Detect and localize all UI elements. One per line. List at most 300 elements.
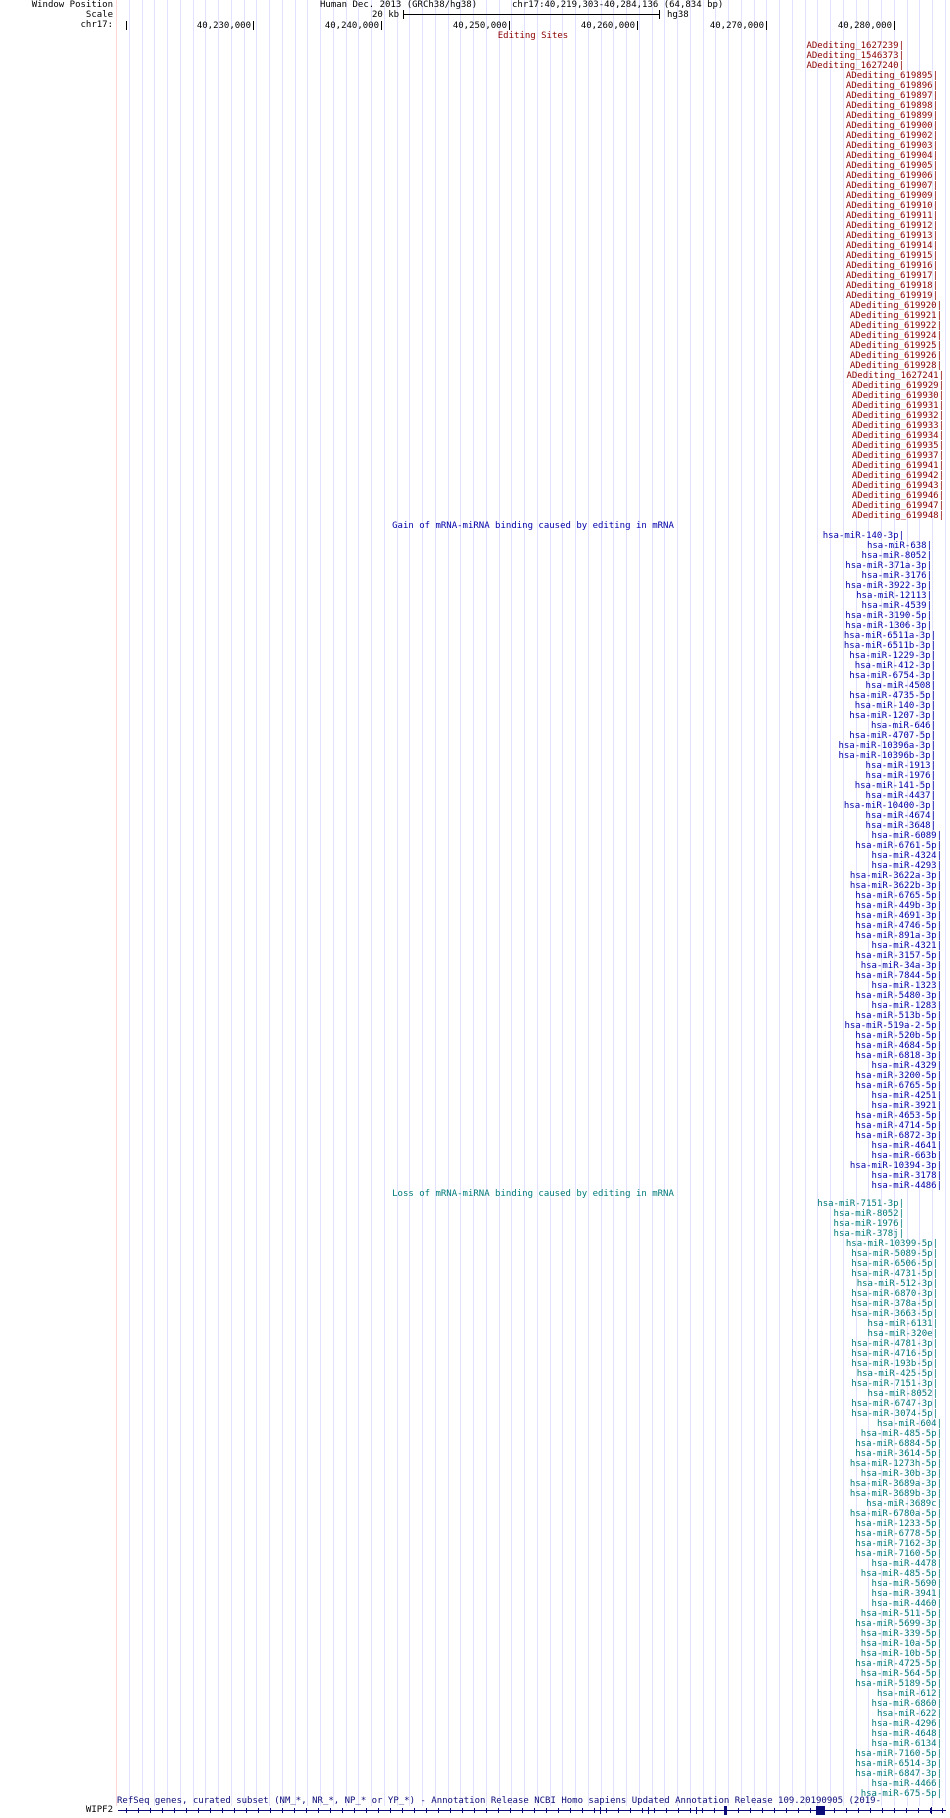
feature-item[interactable]: ADediting_619946|	[851, 491, 944, 501]
feature-item[interactable]: hsa-miR-4691-3p|	[855, 911, 942, 921]
feature-item[interactable]: ADediting_619921|	[849, 311, 942, 321]
feature-item[interactable]: hsa-miR-140-3p|	[822, 531, 904, 541]
feature-item[interactable]: hsa-miR-8052|	[833, 1209, 904, 1219]
grid-line	[397, 0, 398, 1806]
strand-arrow	[210, 1808, 211, 1813]
feature-item[interactable]: hsa-miR-3190-5p|	[845, 611, 932, 621]
feature-item[interactable]: ADediting_619897|	[845, 91, 938, 101]
feature-item[interactable]: hsa-miR-30b-3p|	[860, 1469, 942, 1479]
feature-item[interactable]: hsa-miR-4508|	[865, 681, 936, 691]
strand-arrow	[774, 1808, 775, 1813]
strand-arrow	[450, 1808, 451, 1813]
strand-arrow	[882, 1808, 883, 1813]
feature-item[interactable]: hsa-miR-339-5p|	[860, 1629, 942, 1639]
strand-arrow	[462, 1808, 463, 1813]
feature-item[interactable]: ADediting_1546373|	[806, 51, 904, 61]
strand-arrow	[690, 1808, 691, 1813]
feature-item[interactable]: hsa-miR-1323|	[871, 981, 942, 991]
feature-item[interactable]: ADediting_619909|	[845, 191, 938, 201]
feature-item[interactable]: hsa-miR-4716-5p|	[851, 1349, 938, 1359]
feature-item[interactable]: hsa-miR-4707-5p|	[849, 731, 936, 741]
feature-item[interactable]: hsa-miR-6511a-3p|	[843, 631, 936, 641]
feature-item[interactable]: hsa-miR-4653-5p|	[855, 1111, 942, 1121]
grid-line	[486, 0, 487, 1806]
feature-item[interactable]: hsa-miR-3922-3p|	[845, 581, 932, 591]
grid-line	[677, 0, 678, 1806]
feature-item[interactable]: hsa-miR-7151-3p|	[817, 1199, 904, 1209]
grid-line	[244, 0, 245, 1806]
grid-line	[511, 0, 512, 1806]
feature-item[interactable]: hsa-miR-4486|	[871, 1181, 942, 1191]
track-labels-panel	[0, 0, 116, 1818]
strand-arrow	[318, 1808, 319, 1813]
feature-item[interactable]: hsa-miR-378j|	[833, 1229, 904, 1239]
feature-item[interactable]: ADediting_619906|	[845, 171, 938, 181]
feature-item[interactable]: hsa-miR-4674|	[865, 811, 936, 821]
gene-exon[interactable]	[931, 1807, 932, 1814]
feature-item[interactable]: ADediting_619905|	[845, 161, 938, 171]
assembly-label: Human Dec. 2013 (GRCh38/hg38)	[320, 0, 478, 10]
feature-item[interactable]: hsa-miR-1976|	[865, 771, 936, 781]
feature-item[interactable]: hsa-miR-4735-5p|	[849, 691, 936, 701]
feature-item[interactable]: hsa-miR-3176|	[861, 571, 932, 581]
ruler-tick-label: 40,280,000	[837, 21, 892, 31]
strand-arrow	[666, 1808, 667, 1813]
ruler-tick-label: 40,240,000	[324, 21, 379, 31]
feature-item[interactable]: hsa-miR-10399-5p|	[845, 1239, 938, 1249]
feature-item[interactable]: ADediting_619918|	[845, 281, 938, 291]
strand-arrow	[654, 1808, 655, 1813]
feature-item[interactable]: ADediting_619929|	[851, 381, 944, 391]
strand-arrow	[174, 1808, 175, 1813]
grid-line	[205, 0, 206, 1806]
genome-browser-image[interactable]	[116, 0, 950, 1818]
feature-item[interactable]: hsa-miR-6089|	[871, 831, 942, 841]
grid-line	[167, 0, 168, 1806]
feature-item[interactable]: hsa-miR-7162-3p|	[855, 1539, 942, 1549]
feature-item[interactable]: hsa-miR-5690|	[871, 1579, 942, 1589]
feature-item[interactable]: hsa-miR-449b-3p|	[855, 901, 942, 911]
feature-item[interactable]: ADediting_619912|	[845, 221, 938, 231]
feature-item[interactable]: hsa-miR-320e|	[867, 1329, 938, 1339]
feature-item[interactable]: ADediting_1627240|	[806, 61, 904, 71]
scale-bar-label: 20 kb	[372, 10, 400, 20]
feature-item[interactable]: hsa-miR-5189-5p|	[855, 1679, 942, 1689]
grid-line	[346, 0, 347, 1806]
feature-item[interactable]: hsa-miR-6870-3p|	[851, 1289, 938, 1299]
feature-item[interactable]: hsa-miR-4539|	[861, 601, 932, 611]
feature-item[interactable]: hsa-miR-1283|	[871, 1001, 942, 1011]
feature-item[interactable]: hsa-miR-4466|	[871, 1779, 942, 1789]
strand-arrow	[558, 1808, 559, 1813]
feature-item[interactable]: ADediting_619911|	[845, 211, 938, 221]
feature-item[interactable]: hsa-miR-8052|	[867, 1389, 938, 1399]
feature-item[interactable]: ADediting_619926|	[849, 351, 942, 361]
feature-item[interactable]: ADediting_619904|	[845, 151, 938, 161]
feature-item[interactable]: hsa-miR-511-5p|	[860, 1609, 942, 1619]
feature-item[interactable]: hsa-miR-485-5p|	[860, 1569, 942, 1579]
grid-line	[601, 0, 602, 1806]
feature-item[interactable]: hsa-miR-6511b-3p|	[843, 641, 936, 651]
feature-item[interactable]: ADediting_619913|	[845, 231, 938, 241]
feature-item[interactable]: hsa-miR-3689b-3p|	[849, 1489, 942, 1499]
feature-item[interactable]: hsa-miR-6506-5p|	[851, 1259, 938, 1269]
feature-item[interactable]: hsa-miR-4684-5p|	[855, 1041, 942, 1051]
feature-item[interactable]: ADediting_619907|	[845, 181, 938, 191]
feature-item[interactable]: hsa-miR-675-5p|	[860, 1789, 942, 1799]
grid-line	[448, 0, 449, 1806]
feature-item[interactable]: ADediting_619903|	[845, 141, 938, 151]
feature-item[interactable]: hsa-miR-6780a-5p|	[849, 1509, 942, 1519]
grid-line	[116, 0, 117, 1806]
feature-item[interactable]: hsa-miR-3689c|	[866, 1499, 942, 1509]
grid-line	[129, 0, 130, 1806]
feature-item[interactable]: ADediting_619920|	[849, 301, 942, 311]
ruler-tick	[637, 21, 638, 30]
feature-item[interactable]: ADediting_619941|	[851, 461, 944, 471]
strand-arrow	[918, 1808, 919, 1813]
scale-bar	[403, 14, 660, 15]
feature-item[interactable]: hsa-miR-4648|	[871, 1729, 942, 1739]
grid-line	[320, 0, 321, 1806]
feature-item[interactable]: ADediting_619898|	[845, 101, 938, 111]
feature-item[interactable]: hsa-miR-8052|	[861, 551, 932, 561]
grid-line	[218, 0, 219, 1806]
ruler-tick-label: 40,260,000	[580, 21, 635, 31]
grid-line	[180, 0, 181, 1806]
strand-arrow	[234, 1808, 235, 1813]
feature-item[interactable]: hsa-miR-1207-3p|	[849, 711, 936, 721]
feature-item[interactable]: hsa-miR-10396a-3p|	[838, 741, 936, 751]
feature-item[interactable]: ADediting_619930|	[851, 391, 944, 401]
feature-item[interactable]: hsa-miR-4478|	[871, 1559, 942, 1569]
feature-item[interactable]: hsa-miR-512-3p|	[856, 1279, 938, 1289]
strand-arrow	[270, 1808, 271, 1813]
feature-item[interactable]: ADediting_619895|	[845, 71, 938, 81]
feature-item[interactable]: hsa-miR-34a-3p|	[860, 961, 942, 971]
feature-item[interactable]: hsa-miR-5480-3p|	[855, 991, 942, 1001]
feature-item[interactable]: ADediting_1627241|	[846, 371, 944, 381]
feature-item[interactable]: ADediting_619919|	[845, 291, 938, 301]
window-position-label: Window Position	[31, 0, 113, 10]
feature-item[interactable]: ADediting_619900|	[845, 121, 938, 131]
ruler-tick	[509, 21, 510, 30]
feature-item[interactable]: hsa-miR-6860|	[871, 1699, 942, 1709]
feature-item[interactable]: hsa-miR-3941|	[871, 1589, 942, 1599]
grid-line	[562, 0, 563, 1806]
grid-line	[193, 0, 194, 1806]
feature-item[interactable]: ADediting_619915|	[845, 251, 938, 261]
feature-item[interactable]: hsa-miR-520b-5p|	[855, 1031, 942, 1041]
grid-line	[307, 0, 308, 1806]
grid-line	[575, 0, 576, 1806]
feature-item[interactable]: hsa-miR-6765-5p|	[855, 1081, 942, 1091]
strand-arrow	[138, 1808, 139, 1813]
grid-line	[231, 0, 232, 1806]
feature-item[interactable]: ADediting_619910|	[845, 201, 938, 211]
feature-item[interactable]: hsa-miR-6514-3p|	[855, 1759, 942, 1769]
strand-arrow	[594, 1808, 595, 1813]
feature-item[interactable]: hsa-miR-4746-5p|	[855, 921, 942, 931]
feature-item[interactable]: hsa-miR-6134|	[871, 1739, 942, 1749]
strand-arrow	[258, 1808, 259, 1813]
grid-line	[664, 0, 665, 1806]
ruler-tick	[381, 21, 382, 30]
feature-item[interactable]: ADediting_619948|	[851, 511, 944, 521]
grid-line	[728, 0, 729, 1806]
strand-arrow	[750, 1808, 751, 1813]
grid-line	[473, 0, 474, 1806]
strand-arrow	[894, 1808, 895, 1813]
feature-item[interactable]: ADediting_619896|	[845, 81, 938, 91]
strand-arrow	[438, 1808, 439, 1813]
strand-arrow	[330, 1808, 331, 1813]
strand-arrow	[150, 1808, 151, 1813]
feature-item[interactable]: hsa-miR-513b-5p|	[855, 1011, 942, 1021]
grid-line	[142, 0, 143, 1806]
grid-line	[409, 0, 410, 1806]
grid-line	[690, 0, 691, 1806]
feature-item[interactable]: hsa-miR-141-5p|	[854, 781, 936, 791]
feature-item[interactable]: hsa-miR-4251|	[871, 1091, 942, 1101]
feature-item[interactable]: hsa-miR-3663-5p|	[851, 1309, 938, 1319]
feature-item[interactable]: hsa-miR-4329|	[871, 1061, 942, 1071]
loss-track-title[interactable]: Loss of mRNA-miRNA binding caused by editing in mRNA	[392, 1189, 674, 1199]
feature-item[interactable]: hsa-miR-3614-5p|	[855, 1449, 942, 1459]
feature-item[interactable]: hsa-miR-4324|	[871, 851, 942, 861]
strand-arrow	[222, 1808, 223, 1813]
grid-line	[460, 0, 461, 1806]
grid-line	[282, 0, 283, 1806]
feature-item[interactable]: hsa-miR-6847-3p|	[855, 1769, 942, 1779]
grid-line	[371, 0, 372, 1806]
feature-item[interactable]: ADediting_619902|	[845, 131, 938, 141]
grid-line	[588, 0, 589, 1806]
strand-arrow	[126, 1808, 127, 1813]
feature-item[interactable]: ADediting_619932|	[851, 411, 944, 421]
feature-item[interactable]: hsa-miR-6818-3p|	[855, 1051, 942, 1061]
feature-item[interactable]: ADediting_619937|	[851, 451, 944, 461]
feature-item[interactable]: hsa-miR-3648|	[865, 821, 936, 831]
feature-item[interactable]: hsa-miR-3074-5p|	[851, 1409, 938, 1419]
strand-arrow	[630, 1808, 631, 1813]
grid-line	[703, 0, 704, 1806]
feature-item[interactable]: hsa-miR-7844-5p|	[855, 971, 942, 981]
ruler-tick-label: 40,270,000	[709, 21, 764, 31]
grid-line	[537, 0, 538, 1806]
strand-arrow	[294, 1808, 295, 1813]
feature-item[interactable]: hsa-miR-5089-5p|	[851, 1249, 938, 1259]
ruler-tick	[253, 21, 254, 30]
strand-arrow	[846, 1808, 847, 1813]
strand-arrow	[342, 1808, 343, 1813]
feature-item[interactable]: hsa-miR-3157-5p|	[855, 951, 942, 961]
strand-arrow	[822, 1808, 823, 1813]
feature-item[interactable]: hsa-miR-4321|	[871, 941, 942, 951]
grid-line	[154, 0, 155, 1806]
grid-line	[295, 0, 296, 1806]
feature-item[interactable]: hsa-miR-6131|	[867, 1319, 938, 1329]
feature-item[interactable]: hsa-miR-6761-5p|	[855, 841, 942, 851]
feature-item[interactable]: hsa-miR-646|	[870, 721, 936, 731]
gene-exon[interactable]	[818, 1807, 819, 1814]
strand-arrow	[378, 1808, 379, 1813]
grid-line	[639, 0, 640, 1806]
scale-assembly-label: hg38	[667, 10, 689, 20]
feature-item[interactable]: hsa-miR-1229-3p|	[849, 651, 936, 661]
feature-item[interactable]: hsa-miR-6765-5p|	[855, 891, 942, 901]
feature-item[interactable]: ADediting_619943|	[851, 481, 944, 491]
strand-arrow	[678, 1808, 679, 1813]
strand-arrow	[390, 1808, 391, 1813]
gene-track-label[interactable]: WIPF2	[85, 1805, 113, 1815]
feature-item[interactable]: hsa-miR-1976|	[833, 1219, 904, 1229]
feature-item[interactable]: ADediting_619917|	[845, 271, 938, 281]
gene-exon[interactable]	[648, 1807, 649, 1814]
feature-item[interactable]: hsa-miR-4781-3p|	[851, 1339, 938, 1349]
feature-item[interactable]: hsa-miR-4437|	[865, 791, 936, 801]
feature-item[interactable]: ADediting_619928|	[849, 361, 942, 371]
feature-item[interactable]: hsa-miR-378a-5p|	[851, 1299, 938, 1309]
feature-item[interactable]: hsa-miR-519a-2-5p|	[844, 1021, 942, 1031]
feature-item[interactable]: hsa-miR-10394-3p|	[849, 1161, 942, 1171]
grid-line	[358, 0, 359, 1806]
chrom-label: chr17:	[80, 20, 113, 30]
feature-item[interactable]: hsa-miR-10a-5p|	[860, 1639, 942, 1649]
feature-item[interactable]: ADediting_619899|	[845, 111, 938, 121]
feature-item[interactable]: hsa-miR-425-5p|	[856, 1369, 938, 1379]
strand-arrow	[510, 1808, 511, 1813]
strand-arrow	[870, 1808, 871, 1813]
feature-item[interactable]: hsa-miR-412-3p|	[854, 661, 936, 671]
ruler-start-tick	[126, 21, 127, 30]
feature-item[interactable]: ADediting_619942|	[851, 471, 944, 481]
feature-item[interactable]: hsa-miR-10b-5p|	[860, 1649, 942, 1659]
feature-item[interactable]: hsa-miR-4460|	[871, 1599, 942, 1609]
strand-arrow	[282, 1808, 283, 1813]
feature-item[interactable]: ADediting_619934|	[851, 431, 944, 441]
feature-item[interactable]: hsa-miR-3622b-3p|	[849, 881, 942, 891]
feature-item[interactable]: hsa-miR-1913|	[865, 761, 936, 771]
feature-item[interactable]: hsa-miR-371a-3p|	[845, 561, 932, 571]
feature-item[interactable]: ADediting_1627239|	[806, 41, 904, 51]
strand-arrow	[426, 1808, 427, 1813]
gain-track-title[interactable]: Gain of mRNA-miRNA binding caused by editing in mRNA	[392, 521, 674, 531]
strand-arrow	[714, 1808, 715, 1813]
feature-item[interactable]: hsa-miR-4731-5p|	[851, 1269, 938, 1279]
feature-item[interactable]: hsa-miR-6747-3p|	[851, 1399, 938, 1409]
feature-item[interactable]: hsa-miR-564-5p|	[860, 1669, 942, 1679]
feature-item[interactable]: ADediting_619931|	[851, 401, 944, 411]
strand-arrow	[834, 1808, 835, 1813]
strand-arrow	[858, 1808, 859, 1813]
gene-exon[interactable]	[600, 1807, 601, 1814]
feature-item[interactable]: hsa-miR-638|	[866, 541, 932, 551]
grid-line	[435, 0, 436, 1806]
gene-exon[interactable]	[696, 1807, 697, 1814]
feature-item[interactable]: hsa-miR-1273h-5p|	[849, 1459, 942, 1469]
strand-arrow	[414, 1808, 415, 1813]
position-label: chr17:40,219,303-40,284,136 (64,834 bp)	[512, 0, 724, 10]
grid-line	[422, 0, 423, 1806]
feature-item[interactable]: ADediting_619925|	[849, 341, 942, 351]
feature-item[interactable]: hsa-miR-612|	[876, 1689, 942, 1699]
strand-arrow	[402, 1808, 403, 1813]
grid-line	[652, 0, 653, 1806]
strand-arrow	[162, 1808, 163, 1813]
grid-line	[945, 0, 946, 1806]
feature-item[interactable]: hsa-miR-4641|	[871, 1141, 942, 1151]
feature-item[interactable]: hsa-miR-663b|	[871, 1151, 942, 1161]
feature-item[interactable]: hsa-miR-4293|	[871, 861, 942, 871]
feature-item[interactable]: hsa-miR-7160-5p|	[855, 1749, 942, 1759]
feature-item[interactable]: hsa-miR-3178|	[871, 1171, 942, 1181]
feature-item[interactable]: hsa-miR-6884-5p|	[855, 1439, 942, 1449]
ruler-tick	[766, 21, 767, 30]
feature-item[interactable]: hsa-miR-5699-3p|	[855, 1619, 942, 1629]
feature-item[interactable]: ADediting_619933|	[851, 421, 944, 431]
feature-item[interactable]: hsa-miR-4296|	[871, 1719, 942, 1729]
ruler-tick-label: 40,250,000	[452, 21, 507, 31]
grid-line	[550, 0, 551, 1806]
feature-item[interactable]: hsa-miR-4725-5p|	[855, 1659, 942, 1669]
feature-item[interactable]: hsa-miR-10396b-3p|	[838, 751, 936, 761]
feature-item[interactable]: hsa-miR-193b-5p|	[851, 1359, 938, 1369]
feature-item[interactable]: hsa-miR-140-3p|	[854, 701, 936, 711]
feature-item[interactable]: hsa-miR-1233-5p|	[855, 1519, 942, 1529]
feature-item[interactable]: ADediting_619916|	[845, 261, 938, 271]
grid-line	[626, 0, 627, 1806]
strand-arrow	[582, 1808, 583, 1813]
feature-item[interactable]: hsa-miR-3689a-3p|	[849, 1479, 942, 1489]
feature-item[interactable]: ADediting_619914|	[845, 241, 938, 251]
strand-arrow	[366, 1808, 367, 1813]
ruler-tick	[894, 21, 895, 30]
grid-line	[715, 0, 716, 1806]
strand-arrow	[498, 1808, 499, 1813]
feature-item[interactable]: ADediting_619922|	[849, 321, 942, 331]
feature-item[interactable]: hsa-miR-622|	[876, 1709, 942, 1719]
feature-item[interactable]: hsa-miR-604|	[876, 1419, 942, 1429]
refseq-track-title[interactable]: RefSeq genes, curated subset (NM_*, NR_*, NP_* or YP_*) - Annotation Release NCBI Homo sapiens Updated Annotation Release 109.20190905 (2019-	[117, 1796, 882, 1806]
feature-item[interactable]: hsa-miR-12113|	[856, 591, 932, 601]
feature-item[interactable]: hsa-miR-3622a-3p|	[849, 871, 942, 881]
feature-item[interactable]: hsa-miR-6754-3p|	[849, 671, 936, 681]
strand-arrow	[522, 1808, 523, 1813]
feature-item[interactable]: hsa-miR-3200-5p|	[855, 1071, 942, 1081]
grid-line	[269, 0, 270, 1806]
feature-item[interactable]: ADediting_619924|	[849, 331, 942, 341]
editing-track-title[interactable]: Editing Sites	[497, 31, 569, 41]
strand-arrow	[942, 1808, 943, 1813]
feature-item[interactable]: hsa-miR-10400-3p|	[843, 801, 936, 811]
feature-item[interactable]: hsa-miR-3921|	[871, 1101, 942, 1111]
strand-arrow	[474, 1808, 475, 1813]
feature-item[interactable]: hsa-miR-891a-3p|	[855, 931, 942, 941]
feature-item[interactable]: hsa-miR-7151-3p|	[851, 1379, 938, 1389]
strand-arrow	[198, 1808, 199, 1813]
feature-item[interactable]: ADediting_619935|	[851, 441, 944, 451]
feature-item[interactable]: hsa-miR-1306-3p|	[845, 621, 932, 631]
grid-line	[524, 0, 525, 1806]
feature-item[interactable]: hsa-miR-6778-5p|	[855, 1529, 942, 1539]
feature-item[interactable]: hsa-miR-485-5p|	[860, 1429, 942, 1439]
feature-item[interactable]: hsa-miR-6872-3p|	[855, 1131, 942, 1141]
feature-item[interactable]: hsa-miR-7160-5p|	[855, 1549, 942, 1559]
feature-item[interactable]: hsa-miR-4714-5p|	[855, 1121, 942, 1131]
feature-item[interactable]: ADediting_619947|	[851, 501, 944, 511]
strand-arrow	[906, 1808, 907, 1813]
